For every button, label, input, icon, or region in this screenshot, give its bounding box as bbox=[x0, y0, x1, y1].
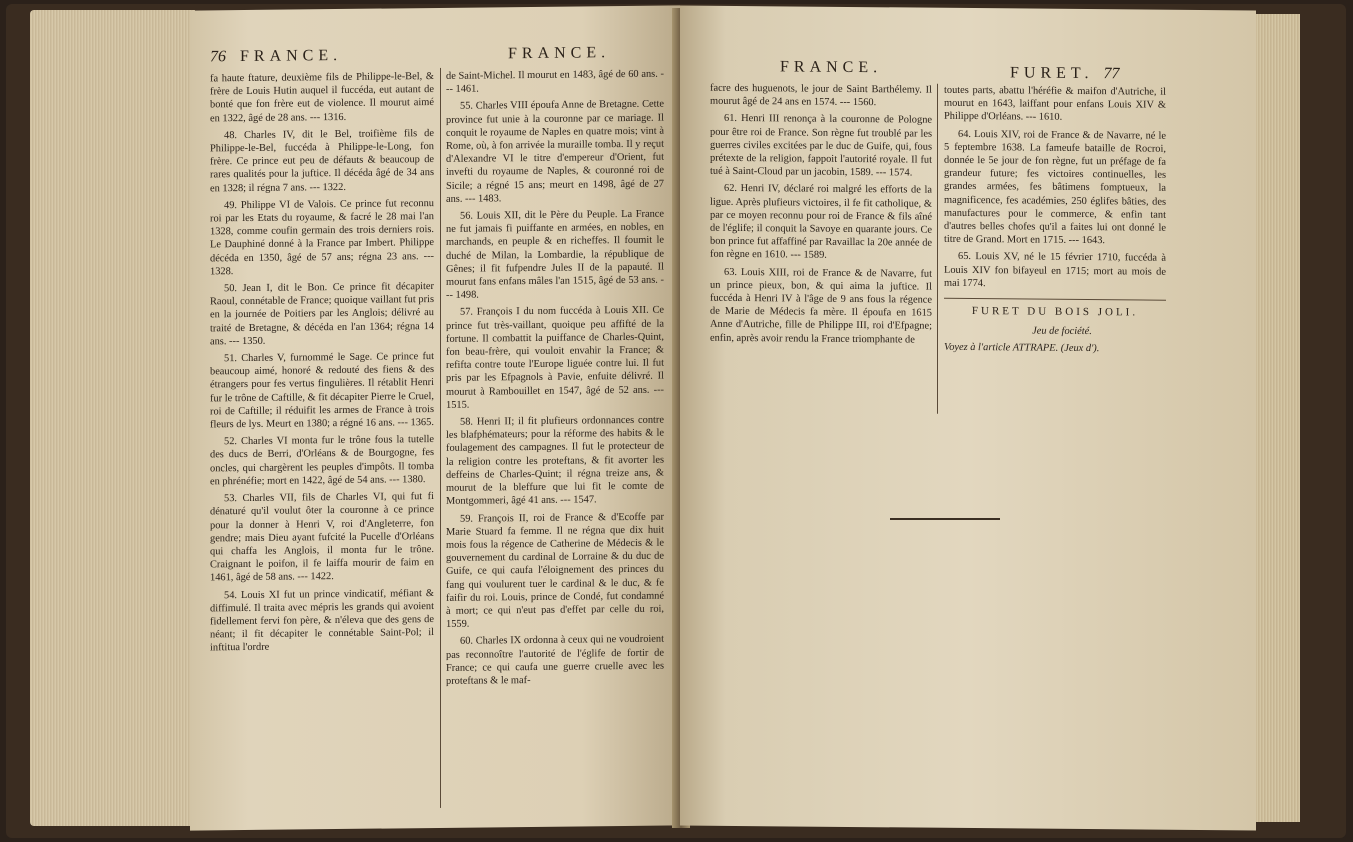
left-column-2 bbox=[446, 68, 664, 810]
paragraph: de Saint-Michel. Il mourut en 1483, âgé de 60 ans. --- 1461. bbox=[446, 68, 664, 96]
left-page-number: 76 bbox=[210, 48, 226, 66]
paragraph: 52. Charles VI monta fur le trône fous la tutelle des ducs de Berri, d'Orléans & de Bourgogne, fes oncles, qui chargèrent les peuples d'impôts. Il tomba en phrénéfie; mort en 1422, âgé de 54 ans. --- 1380. bbox=[210, 434, 434, 488]
paragraph: 61. Henri III renonça à la couronne de Pologne pour être roi de France. Son règne fut troublé par les guerres civiles excitées par le duc de Guife, qui, fous prétexte de la religion, fappoit l'autorité royale. Il fut tué à Saint-Cloud par un jacobin, 1589. --- 1574. bbox=[710, 113, 932, 179]
left-column-1 bbox=[210, 70, 434, 812]
right-header-right bbox=[1010, 64, 1133, 83]
column-divider bbox=[440, 68, 441, 808]
paragraph: 53. Charles VII, fils de Charles VI, qui fut fi dénaturé qu'il voulut ôter la couronne à ce prince pour la donner à Henri V, roi d'Angleterre, fon gendre; mais Dieu ayant fufcité la Pucelle d'Orléans qui chaffa les Anglois, il monta fur le trône. Craignant le poifon, il fe laiffa mourir de faim en 1461, âgé de 58 ans. --- 1422. bbox=[210, 491, 434, 584]
left-page-edges bbox=[30, 10, 195, 826]
paragraph: facre des huguenots, le jour de Saint Barthélemy. Il mourut âgé de 24 ans en 1574. --- 1560. bbox=[710, 82, 932, 109]
paragraph: 50. Jean I, dit le Bon. Ce prince fit décapiter Raoul, connétable de France; quoique vaillant fut pris en la journée de Poitiers par les Anglois; délivré au traité de Bretagne, & décéda en l'an 1364; régna 14 ans. --- 1350. bbox=[210, 281, 434, 348]
left-header-left: FRANCE. bbox=[240, 46, 343, 66]
paragraph: 56. Louis XII, dit le Père du Peuple. La France ne fut jamais fi puiffante en armées, en nobles, en marchands, en peuple & en richeffes. Il foumit le duché de Milan, la Lombardie, la république de Gênes; il fit fufpendre Jules II de la papauté. Il mourut fans enfans mâles l'an 1515, âgé de 53 ans. --- 1498. bbox=[446, 208, 664, 302]
right-column-2 bbox=[944, 84, 1166, 426]
paragraph: 63. Louis XIII, roi de France & de Navarre, fut un prince pieux, bon, & qui aima la juftice. Il fuccéda à Henri IV à l'âge de 9 ans fous la régence de Marie de Médecis fa mère. Il époufa en 1615 Anne d'Autriche, fille de Philippe III, roi d'Efpagne; enfin, après avoir rendu la France triomphante de bbox=[710, 266, 932, 346]
right-page bbox=[680, 5, 1256, 830]
section-title: FURET DU BOIS JOLI. bbox=[944, 298, 1166, 320]
cross-reference: Voyez à l'article ATTRAPE. (Jeux d'). bbox=[944, 342, 1100, 355]
paragraph: 62. Henri IV, déclaré roi malgré les efforts de la ligue. Après plufieurs victoires, il fe fit catholique, & par ce moyen reconnu pour roi de France & fils aîné de l'églife; il conquit la Savoye en quarante jours. Ce bon prince fut affaffiné par Ravaillac la 20e année de fon règne en 1610. --- 1589. bbox=[710, 183, 932, 262]
paragraph: 55. Charles VIII époufa Anne de Bretagne. Cette province fut unie à la couronne par ce mariage. Il conquit le royaume de Naples en quatre mois; vint à Rome, où, à fon arrivée la muraille tomba. Il y reçut d'Alexandre VI le titre d'empereur d'Orient, fut invefti du royaume de Naples, & couronné roi de Sicile; a régné 15 ans; meurt en 1498, âgé de 27 ans. --- 1483. bbox=[446, 99, 664, 205]
paragraph: 51. Charles V, furnommé le Sage. Ce prince fut beaucoup aimé, honoré & redouté des fiens & des étrangers pour fes vertus fingulières. Il rétablit Henri fur le trône de Caftille, & fit décapiter Pierre le Cruel, roi de Caftille; il réduifit les armes de France à trois fleurs de lys. Meurt en 1380; a régné 16 ans. --- 1365. bbox=[210, 351, 434, 431]
paragraph: toutes parts, abattu l'héréfie & maifon d'Autriche, il mourut en 1643, laiffant pour enfans Louis XIV & Philippe d'Orléans. --- 1610. bbox=[944, 84, 1166, 124]
column-divider bbox=[937, 84, 938, 414]
right-header-right-text: FURET. bbox=[1010, 64, 1094, 83]
paragraph: 60. Charles IX ordonna à ceux qui ne voudroient pas reconnoître l'autorité de l'églife de fortir de France; ce qui caufa une guerre cruelle avec les proteftans & le maf- bbox=[446, 633, 664, 687]
left-header-right: FRANCE. bbox=[508, 44, 611, 63]
paragraph: 48. Charles IV, dit le Bel, troifième fils de Philippe-le-Bel, fuccéda à Philippe-le-Long, fon frère. Ce prince eut peu de défauts & beaucoup de rares qualités pour la juftice. Il décéda âgé de 34 ans en 1328; il régna 7 ans. --- 1322. bbox=[210, 127, 434, 194]
paragraph: 65. Louis XV, né le 15 février 1710, fuccéda à Louis XIV fon bifayeul en 1715; mort au mois de mai 1774. bbox=[944, 251, 1166, 289]
left-page-header bbox=[210, 47, 342, 66]
paragraph: 64. Louis XIV, roi de France & de Navarre, né le 5 feptembre 1638. La fameufe bataille de Rocroi, donnée le 5e jour de fon règne, fut un préfage de fa grandeur future; fes victoires continuelles, les grandes armées, fes bâtimens fomptueux, la magnificence, fes académies, 250 églifes bâties, des manufactures pour le commerce, & enfin tant d'autres belles chofes qu'il a faites lui ont donné le titre de Grand. Mort en 1715. --- 1643. bbox=[944, 128, 1166, 247]
paragraph: 49. Philippe VI de Valois. Ce prince fut reconnu roi par les Etats du royaume, & facré le 28 mai l'an 1328, comme coufin germain des trois derniers rois. Le Dauphiné donné à la France par Imbert. Philippe décéda en 1350, âgé de 57 ans; régna 23 ans. --- 1328. bbox=[210, 197, 434, 278]
paragraph: fa haute ftature, deuxième fils de Philippe-le-Bel, & frère de Louis Hutin auquel il fuccéda, eut autant de bonté que fon frère eut de violence. Il mourut aimé en 1322, âgé de 28 ans. --- 1316. bbox=[210, 71, 434, 124]
paragraph: 59. François II, roi de France & d'Ecoffe par Marie Stuard fa femme. Il ne régna que dix huit mois fous la régence de Catherine de Médecis & le gouvernement du cardinal de Lorraine & du duc de Guife, ce qui caufa l'éloignement des princes du fang qui voulurent tuer le cardinal & le duc, & fe faifir du roi. Louis, prince de Condé, fut condamné à mort; ce qui n'eut pas d'effet par celle du roi, 1559. bbox=[446, 511, 664, 631]
paragraph: 54. Louis XI fut un prince vindicatif, méfiant & diffimulé. Il traita avec mépris les grands qui avoient fidellement fervi fon père, & n'éleva que des gens de néant; il fit décapiter le connétable Saint-Pol; il inftitua l'ordre bbox=[210, 587, 434, 654]
left-page bbox=[190, 5, 680, 830]
section-subtitle: Jeu de fociété. bbox=[1032, 325, 1092, 338]
right-page-edges bbox=[1250, 14, 1300, 822]
paragraph: 58. Henri II; il fit plufieurs ordonnances contre les blafphémateurs; pour la réforme des habits & le foulagement des campagnes. Il fut le protecteur de la religion contre les proteftans, & fit avorter les deffeins de Charles-Quint; il régna treize ans, & mourut de la bleffure que lui fit le comte de Montgommeri, âgé 41 ans. --- 1547. bbox=[446, 414, 664, 508]
right-page-number: 77 bbox=[1103, 65, 1120, 83]
paragraph: 57. François I du nom fuccéda à Louis XII. Ce prince fut très-vaillant, quoique peu affifté de la fortune. Il combattit la puiffance de Charles-Quint, fon beau-frère, qui vouloit envahir la France; & refifta contre toute l'Europe liguée contre lui. Il fut pris par les Efpagnols à Pavie, enfuite délivré. Il mourut à Rambouillet en 1547, âgé de 52 ans. --- 1515. bbox=[446, 305, 664, 411]
right-column-1 bbox=[710, 82, 932, 414]
ornamental-rule bbox=[890, 518, 1000, 520]
right-header-left: FRANCE. bbox=[780, 58, 883, 77]
